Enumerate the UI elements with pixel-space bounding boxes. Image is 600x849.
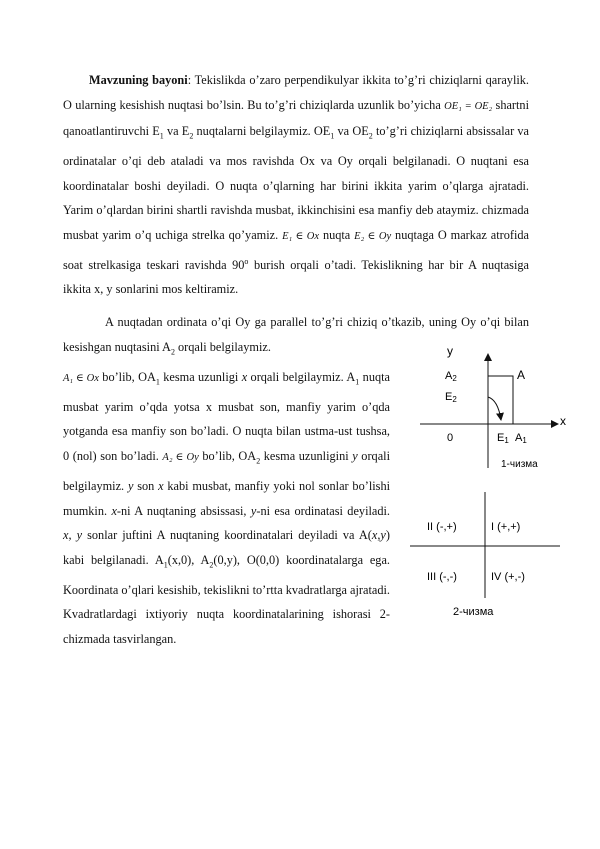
paragraph-coordinates: A nuqtadan ordinata o’qi Oy ga parallel to’g’ri chiziq o’tkazib, uning Oy o’qi bilan kesishgan nuqtasini $A_2$ orqali belgilaymiz. A₁ ∈ Ox bo’lib, $OA_1$ kesma uzunligi x orqali belgilaymiz. $A_1$ nuqta musbat yarim o’qda yotsa x musbat son, manfiy yarim o’qda yotganda esa manfiy son bo’ladi. O nuqta bilan ustma-ust tushsa, 0 (nol) son bo’ladi. A₂ ∈ Oy bo’lib, $OA_2$ kesma uzunligini y orqali belgilaymiz. y son x kabi musbat, manfiy yoki nol sonlar bo’lishi mumkin. x-ni A nuqtaning absissasi, y-ni esa ordinatasi deyiladi. x, y sonlar juftini A nuqtaning koordinatalari deyiladi va A(x,y) kabi belgilanadi. $A_1(x,0)$, $A_2(0,y)$, O(0,0) koordinatalarga ega. Koordinata o’qlari kesishib, tekislikni to’rtta kvadratlarga ajratadi. Kvadratlardagi ixtiyoriy nuqta koordinatalarining ishorasi 2-chizmada tasvirlangan. — [63, 315, 529, 646]
quadrant-2-label: II (-,+) — [427, 521, 457, 533]
quadrant-4-label: IV (+,-) — [491, 571, 525, 583]
rotation-arc — [488, 397, 501, 420]
figure-2-quadrant-signs — [405, 490, 565, 620]
paragraph-topic-statement: Mavzuning bayoni: Tekislikda o’zaro perpendikulyar ikkita to’g’ri chiziqlarni qaraylik. O ularning kesishish nuqtasi bo’lsin. Bu to’g’ri chiziqlarda uzunlik bo’yicha OE₁ = OE₂ shartni qanoatlantiruvchi $E_1$ va $E_2$ nuqtalarni belgilaymiz. $OE_1$ va $OE_2$ to’g’ri chiziqlarni absissalar va ordinatalar o’qi deb ataladi va mos ravishda Ox va Oy orqali belgilanadi. O nuqtani esa koordinatalar boshi deyiladi. O nuqta o’qlarning har birini ikkita yarim o’qlarga ajratadi. Yarim o’qlardan birini shartli ravishda musbat, ikkinchisini esa manfiy deb ataymiz. chizmada musbat yarim o’q uchiga strelka qo’yamiz. E₁ ∈ Ox nuqta E₂ ∈ Oy nuqtaga O markaz atrofida soat strelkasiga teskari ravishda 90$^o$ burish orqali o’tadi. Tekislikning har bir A nuqtasiga ikkita x, y sonlarini mos keltiramiz. — [63, 73, 529, 297]
quadrant-3-label: III (-,-) — [427, 571, 457, 583]
quadrant-1-label: I (+,+) — [491, 521, 521, 533]
origin-label: 0 — [447, 432, 454, 444]
section-heading: Mavzuning bayoni — [89, 73, 188, 87]
formula-oe1-eq-oe2: OE₁ = OE₂ — [444, 100, 493, 112]
formula-a1-in-ox: A₁ ∈ Ox — [63, 372, 99, 384]
figure-1-coordinate-axes — [400, 340, 570, 480]
figure-2-caption: 2-чизма — [453, 606, 494, 618]
a2-label: A2 — [445, 370, 457, 383]
x-axis-label: x — [560, 414, 566, 428]
e2-label: E2 — [445, 391, 457, 404]
point-a-label: A — [517, 368, 526, 382]
figure-1-caption: 1-чизма — [501, 459, 538, 470]
formula-a2-in-oy: A₂ ∈ Oy — [162, 451, 199, 463]
formula-e1-in-ox: E₁ ∈ Ox — [282, 231, 320, 243]
y-axis-label: y — [447, 344, 453, 358]
formula-e2-in-oy: E₂ ∈ Oy — [354, 231, 392, 243]
a1-label: A1 — [515, 432, 527, 445]
e1-label: E1 — [497, 432, 509, 445]
